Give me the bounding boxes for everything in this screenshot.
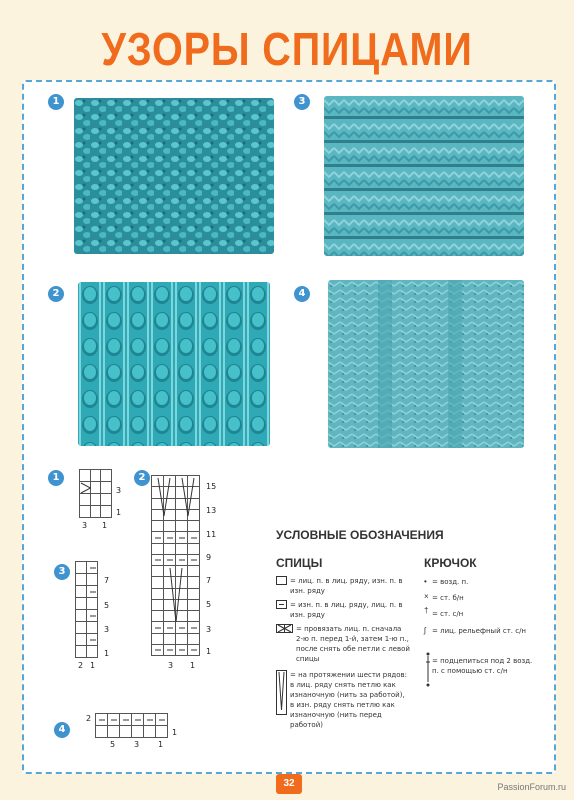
pattern-badge-4: 4 (294, 286, 310, 302)
legend-knit-item: = лиц. п. в лиц. ряду, изн. п. в изн. ряду (290, 577, 403, 595)
legend-crochet-item: = ст. б/н (432, 594, 464, 602)
legend-knit-item: = изн. п. в лиц. ряду, лиц. п. в изн. ряду (290, 601, 403, 619)
knit-stitch-icon (276, 576, 288, 586)
page-number: 32 (276, 774, 302, 794)
chart-2-row-label: 13 (206, 506, 217, 515)
chart-4-row-label: 1 (172, 728, 178, 737)
front-post-dc-icon: ʃ (424, 626, 426, 635)
chart-2-row-label: 5 (206, 600, 212, 609)
chart-badge-4: 4 (54, 722, 70, 738)
slip-stitch-icon (276, 670, 288, 716)
chart-2-col-label: 3 (168, 661, 174, 670)
chart-2-slip-symbols (152, 476, 200, 656)
chart-4-row-label: 2 (86, 714, 92, 723)
hook-under-chain-icon (424, 652, 432, 688)
chart-badge-1: 1 (48, 470, 64, 486)
legend-crochet-item: = подцепиться под 2 возд. п. с помощью ст. с/н (432, 657, 533, 675)
chart-3-row-label: 1 (104, 649, 110, 658)
single-crochet-icon: × (424, 592, 429, 601)
chart-3-col-label: 1 (90, 661, 96, 670)
legend-knit-item: = на протяжении шести рядов: в лиц. ряду снять петлю как изнаночную (нить за работой), в изн. ряду снять петлю как изнаночную (нить перед работой) (290, 671, 407, 729)
chart-3-col-label: 2 (78, 661, 84, 670)
chart-2-row-label: 1 (206, 647, 212, 656)
legend-crochet-item: = ст. с/н (432, 610, 464, 618)
pattern-badge-2: 2 (48, 286, 64, 302)
chart-2-row-label: 11 (206, 530, 217, 539)
chart-3-row-label: 5 (104, 601, 110, 610)
double-crochet-icon: † (424, 606, 429, 615)
legend-crochet-item: = возд. п. (432, 578, 469, 586)
chart-3-row-label: 7 (104, 576, 110, 585)
watermark: PassionForum.ru (497, 782, 566, 792)
swatch-photo-2 (78, 282, 270, 446)
cross-stitch-icon (276, 624, 294, 634)
knit-heading: СПИЦЫ (276, 556, 323, 570)
page-title: УЗОРЫ СПИЦАМИ (101, 23, 473, 75)
purl-stitch-icon (276, 600, 288, 610)
swatch-photo-3 (324, 96, 524, 256)
chart-1-row-label: 3 (116, 486, 122, 495)
chart-2-row-label: 9 (206, 553, 212, 562)
chart-1-grid (80, 470, 112, 518)
chart-2-col-label: 1 (190, 661, 196, 670)
chart-4-stitch-symbols (96, 714, 168, 726)
chart-4-col-label: 5 (110, 740, 116, 749)
crochet-heading: КРЮЧОК (424, 556, 477, 570)
chart-4-col-label: 1 (158, 740, 164, 749)
chart-3-stitch-symbols (76, 562, 98, 658)
pattern-badge-3: 3 (294, 94, 310, 110)
chart-1-row-label: 1 (116, 508, 122, 517)
chart-1-col-label: 3 (82, 521, 88, 530)
chart-2-row-label: 15 (206, 482, 217, 491)
swatch-photo-1 (74, 98, 274, 254)
chart-2-row-label: 3 (206, 625, 212, 634)
pattern-badge-1: 1 (48, 94, 64, 110)
chain-stitch-icon: • (424, 577, 427, 586)
chart-4-col-label: 3 (134, 740, 140, 749)
legend-knit-item: = провязать лиц. п. сначала 2-ю п. перед 1-й, затем 1-ю п., после снять обе петли с левой спицы (296, 625, 410, 663)
chart-3-row-label: 3 (104, 625, 110, 634)
swatch-photo-4 (328, 280, 524, 448)
chart-badge-2: 2 (134, 470, 150, 486)
legend-heading: УСЛОВНЫЕ ОБОЗНАЧЕНИЯ (276, 528, 444, 542)
legend-crochet-item: = лиц. рельефный ст. с/н (432, 627, 527, 635)
chart-1-col-label: 1 (102, 521, 108, 530)
chart-2-row-label: 7 (206, 576, 212, 585)
chart-badge-3: 3 (54, 564, 70, 580)
